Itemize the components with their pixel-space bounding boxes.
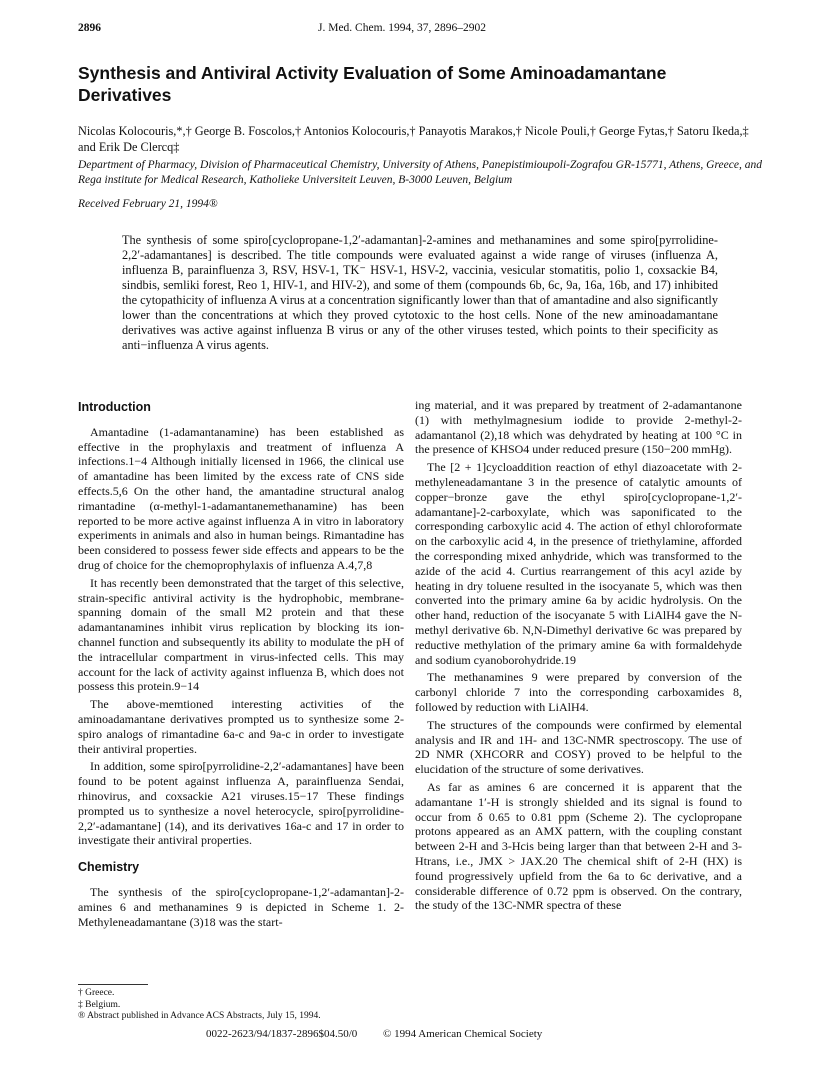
footnote: ® Abstract published in Advance ACS Abstracts, July 15, 1994. (78, 1011, 321, 1021)
paragraph: The methanamines 9 were prepared by conversion of the carbonyl chloride 7 into the corresponding carboxamides 8, followed by reduction with LiAlH4. (415, 670, 742, 714)
footnote-rule (78, 984, 148, 985)
left-column (78, 398, 404, 932)
paragraph: The structures of the compounds were confirmed by elemental analysis and IR and 1H- and 13C-NMR spectroscopy. The use of 2D NMR (XHCORR and COSY) proved to be helpful to the elucidation of the structure of some derivatives. (415, 717, 742, 777)
paragraph: The [2 + 1]cycloaddition reaction of ethyl diazoacetate with 2-methyleneadamantane 3 in the presence of catalytic amounts of copper−bronze gave the ethyl spiro[cyclopropane-1,2′-adamantane]-2-carboxylate, which was saponificated to the corresponding carboxylic acid 4. The action of ethyl chloroformate on the carboxylic acid 4, in the presence of triethylamine, afforded the corresponding mixed anhydride, which was transformed to the azide of the acid 4. Curtius rearrangement of this acyl azide by heating in dry toluene resulted in the isocyanate 5, which was then converted into the primary amine 6a by acidic hydrolysis. On the other hand, reduction of the isocyanate 5 with LiAlH4 gave the N-methyl derivative 6b. N,N-Dimethyl derivative 6c was prepared by reductive methylation of the primary amine 6a with formaldehyde and sodium cyanoborohydride.19 (415, 460, 742, 667)
paragraph: Amantadine (1-adamantanamine) has been established as effective in the prophylaxis and treatment of influenza A infections.1−4 Although initially licensed in 1966, the clinical use of amantadine has been limited by the excess rate of CNS side effects.5,6 On the other hand, the amantadine structural analog rimantadine (α-methyl-1-adamantanemethanamine) has been reported to be more active against influenza A in vitro in laboratory experiments in animals and also in human beings. Rimantadine has been considered to possess fewer side effects and appears to be the drug of choice for the chemoprophylaxis of influenza A.4,7,8 (78, 424, 404, 572)
paper-title: Synthesis and Antiviral Activity Evaluation of Some Aminoadamantane Derivatives (78, 63, 667, 105)
paragraph: ing material, and it was prepared by treatment of 2-adamantanone (1) with methylmagnesium iodide to provide 2-methyl-2-adamantanol (2),18 which was dehydrated by heating at 100 °C in the presence of KHSO4 under reduced presure (150−200 mmHg). (415, 398, 742, 457)
page-number: 2896 (78, 22, 101, 34)
section-heading-chemistry: Chemistry (78, 860, 140, 875)
section-heading-introduction: Introduction (78, 400, 151, 414)
received-date: Received February 21, 1994® (78, 198, 218, 210)
paragraph: It has recently been demonstrated that the target of this selective, strain-specific antiviral activity is the hydrophobic, membrane-spanning domain of the small M2 protein and that these adamantanamines inhibit virus replication by blocking its ion-channel function and subsequently its ability to modulate the pH of the intracellular compartment in virus-infected cells. This may account for the lack of activity against influenza B, which does not possess this protein.9−14 (78, 575, 404, 694)
paragraph: In addition, some spiro[pyrrolidine-2,2′-adamantanes] have been found to be potent against influenza A, parainfluenza Sendai, rhinovirus, and coxsackie A21 viruses.15−17 These findings prompted us to synthesize a novel heterocycle, spiro[pyrrolidine-2,2′-adamantane] (14), and its derivatives 16a-c and 17 in order to investigate their antiviral properties. (78, 759, 404, 848)
right-column (415, 398, 742, 916)
copyright: © 1994 American Chemical Society (383, 1028, 543, 1040)
footnote: ‡ Belgium. (78, 999, 121, 1010)
article-code: 0022-2623/94/1837-2896$04.50/0 (206, 1028, 358, 1040)
footnote: † Greece. (78, 988, 115, 998)
paragraph: The above-memtioned interesting activities of the aminoadamantane derivatives prompted us to synthesize some 2-spiro analogs of rimantadine 6a-c and 9a-c in order to investigate their antiviral properties. (78, 697, 404, 756)
paragraph: As far as amines 6 are concerned it is apparent that the adamantane 1′-H is strongly shielded and its signal is found to occur from δ 0.65 to 0.81 ppm (Scheme 2). The cyclopropane protons appeared as an AMX pattern, with the coupling constant between 2-H and 3-Hcis being larger than that between 2-H and 3-Htrans, i.e., JMX > JAX.20 The chemical shift of 2-H (HX) is found progressively upfield from the 6a to 6c derivative, and a considerable difference of 0.72 ppm is observed. On the contrary, the study of the 13C-NMR spectra of these (415, 779, 742, 913)
affiliation: Department of Pharmacy, Division of Pharmaceutical Chemistry, University of Athens, Panepistimioupoli-Zografou GR-15771, Athens, Greece, and Rega institute for Medical Research, Katholieke Universiteit Leuven, B-3000 Leuven, Belgium (78, 159, 762, 186)
journal-reference: J. Med. Chem. 1994, 37, 2896–2902 (318, 22, 487, 34)
abstract: The synthesis of some spiro[cyclopropane-1,2′-adamantan]-2-amines and methanamines and some spiro[pyrrolidine-2,2′-adamantanes] is described. The title compounds were evaluated against a wide range of viruses (influenza A, influenza B, parainfluenza 3, RSV, HSV-1, TK⁻ HSV-1, HSV-2, vaccinia, vesicular stomatitis, polio 1, coxsackie B4, sindbis, semliki forest, Reo 1, HIV-1, and HIV-2), and some of them (compounds 6b, 6c, 9a, 16a, 16b, and 17) inhibited the cytopathicity of influenza A virus at a concentration significantly lower than that of amantadine and also significantly lower than the concentrations at which they proved cytotoxic to the host cells. None of the new aminoadamantane derivatives was active against influenza B virus or any of the other viruses tested, which points to their specificity as anti−influenza A virus agents. (122, 233, 718, 352)
footnotes (78, 988, 408, 1023)
author-list: Nicolas Kolocouris,*,† George B. Foscolos,† Antonios Kolocouris,† Panayotis Marakos,† Nicole Pouli,† George Fytas,† Satoru Ikeda,‡ and Erik De Clercq‡ (78, 124, 749, 154)
paragraph: The synthesis of the spiro[cyclopropane-1,2′-adamantan]-2-amines 6 and methanamines 9 is depicted in Scheme 1. 2-Methyleneadamantane (3)18 was the start- (78, 884, 404, 929)
running-header (78, 22, 758, 38)
